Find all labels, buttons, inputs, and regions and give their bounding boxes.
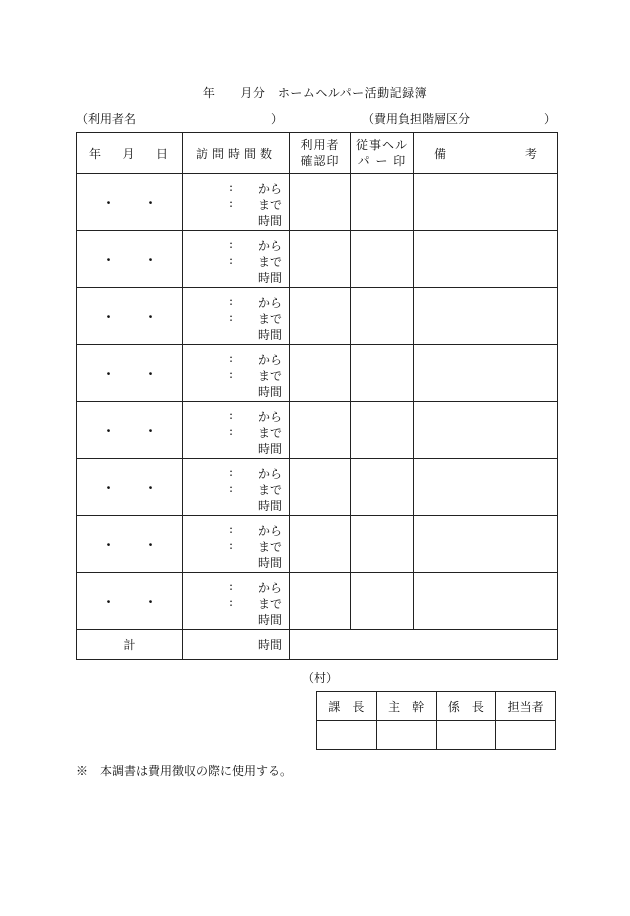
- hours-label: 時間: [257, 214, 282, 228]
- remarks-cell[interactable]: [414, 231, 558, 288]
- start-colon: :: [229, 579, 234, 593]
- table-row: [77, 516, 558, 573]
- until-label: まで: [257, 255, 282, 269]
- from-label: から: [257, 296, 282, 310]
- end-colon: :: [229, 538, 234, 552]
- end-colon: :: [229, 253, 234, 267]
- user-name-label: （利用者名: [76, 112, 137, 126]
- cost-class-close: ）: [544, 112, 557, 126]
- stamp-label-row: [317, 692, 556, 721]
- user-confirm-cell[interactable]: [290, 231, 351, 288]
- cost-class-label: （費用負担階層区分: [362, 112, 471, 126]
- hours-label: 時間: [257, 385, 282, 399]
- remarks-header: [414, 133, 558, 174]
- stamp-box-row: [317, 721, 556, 750]
- total-hours-cell[interactable]: [183, 630, 290, 660]
- end-colon: :: [229, 424, 234, 438]
- chief-clerk-stamp-box[interactable]: [376, 721, 436, 750]
- until-label: まで: [257, 426, 282, 440]
- total-row: [77, 630, 558, 660]
- date-dot: ・: [102, 594, 115, 609]
- until-label: まで: [257, 597, 282, 611]
- helper-stamp-cell[interactable]: [351, 402, 414, 459]
- total-label: 計: [123, 638, 136, 652]
- table-row: [77, 174, 558, 231]
- date-dot: ・: [144, 252, 157, 267]
- user-confirm-cell[interactable]: [290, 345, 351, 402]
- activity-record-table: [76, 132, 558, 660]
- table-row: [77, 459, 558, 516]
- start-colon: :: [229, 294, 234, 308]
- until-label: まで: [257, 483, 282, 497]
- date-dot: ・: [102, 366, 115, 381]
- page-title: 年 月分 ホームヘルパー活動記録簿: [202, 86, 428, 100]
- remarks-cell[interactable]: [414, 573, 558, 630]
- visit-time-header: [183, 133, 290, 174]
- user-confirm-line1: 利用者: [300, 138, 340, 152]
- start-colon: :: [229, 522, 234, 536]
- visit-time-cell[interactable]: [183, 573, 290, 630]
- user-confirm-cell[interactable]: [290, 516, 351, 573]
- section-chief-stamp-box[interactable]: [317, 721, 377, 750]
- date-cell[interactable]: [77, 402, 183, 459]
- until-label: まで: [257, 540, 282, 554]
- user-confirm-cell[interactable]: [290, 288, 351, 345]
- end-colon: :: [229, 481, 234, 495]
- user-confirm-line2: 確認印: [300, 154, 340, 168]
- chief-clerk-label: 主 幹: [376, 692, 436, 721]
- date-cell[interactable]: [77, 573, 183, 630]
- hours-label: 時間: [257, 271, 282, 285]
- date-cell[interactable]: [77, 516, 183, 573]
- visit-time-cell[interactable]: [183, 174, 290, 231]
- date-dot: ・: [102, 423, 115, 438]
- visit-time-cell[interactable]: [183, 402, 290, 459]
- until-label: まで: [257, 312, 282, 326]
- visit-time-cell[interactable]: [183, 231, 290, 288]
- hours-label: 時間: [257, 499, 282, 513]
- visit-time-header-label: 訪問時間数: [195, 146, 276, 161]
- date-dot: ・: [144, 537, 157, 552]
- date-dot: ・: [144, 480, 157, 495]
- end-colon: :: [229, 595, 234, 609]
- user-name-close: ）: [271, 112, 284, 126]
- total-label-cell: [77, 630, 183, 660]
- end-colon: :: [229, 310, 234, 324]
- table-row: [77, 573, 558, 630]
- date-cell[interactable]: [77, 174, 183, 231]
- from-label: から: [257, 524, 282, 538]
- date-dot: ・: [102, 480, 115, 495]
- helper-stamp-cell[interactable]: [351, 516, 414, 573]
- from-label: から: [257, 239, 282, 253]
- from-label: から: [257, 581, 282, 595]
- helper-stamp-cell[interactable]: [351, 288, 414, 345]
- hours-label: 時間: [257, 442, 282, 456]
- total-hours-unit: 時間: [257, 638, 282, 652]
- from-label: から: [257, 182, 282, 196]
- date-dot: ・: [144, 423, 157, 438]
- user-confirm-header: [290, 133, 351, 174]
- table-row: [77, 402, 558, 459]
- year-header: 年: [89, 146, 102, 161]
- remarks-header-2: 考: [524, 146, 537, 161]
- helper-stamp-cell[interactable]: [351, 573, 414, 630]
- start-colon: :: [229, 180, 234, 194]
- until-label: まで: [257, 369, 282, 383]
- subsection-chief-stamp-box[interactable]: [436, 721, 496, 750]
- date-dot: ・: [144, 195, 157, 210]
- date-cell[interactable]: [77, 345, 183, 402]
- village-label: （村）: [302, 671, 339, 685]
- helper-stamp-cell[interactable]: [351, 459, 414, 516]
- user-confirm-cell[interactable]: [290, 174, 351, 231]
- start-colon: :: [229, 465, 234, 479]
- helper-stamp-header: [351, 133, 414, 174]
- helper-stamp-cell[interactable]: [351, 231, 414, 288]
- visit-time-cell[interactable]: [183, 459, 290, 516]
- date-dot: ・: [144, 309, 157, 324]
- start-colon: :: [229, 237, 234, 251]
- table-row: [77, 231, 558, 288]
- visit-time-cell[interactable]: [183, 516, 290, 573]
- remarks-cell[interactable]: [414, 174, 558, 231]
- remarks-cell[interactable]: [414, 288, 558, 345]
- visit-time-cell[interactable]: [183, 288, 290, 345]
- user-confirm-cell[interactable]: [290, 402, 351, 459]
- date-cell[interactable]: [77, 231, 183, 288]
- from-label: から: [257, 467, 282, 481]
- user-confirm-cell[interactable]: [290, 573, 351, 630]
- section-chief-label: 課 長: [317, 692, 377, 721]
- hours-label: 時間: [257, 328, 282, 342]
- end-colon: :: [229, 196, 234, 210]
- start-colon: :: [229, 351, 234, 365]
- hours-label: 時間: [257, 613, 282, 627]
- date-dot: ・: [102, 537, 115, 552]
- visit-time-cell[interactable]: [183, 345, 290, 402]
- until-label: まで: [257, 198, 282, 212]
- day-header: 日: [155, 146, 168, 161]
- start-colon: :: [229, 408, 234, 422]
- table-header-row: [77, 133, 558, 174]
- month-header: 月: [122, 146, 135, 161]
- user-confirm-cell[interactable]: [290, 459, 351, 516]
- date-cell[interactable]: [77, 459, 183, 516]
- remarks-cell[interactable]: [414, 345, 558, 402]
- date-dot: ・: [144, 366, 157, 381]
- table-row: [77, 345, 558, 402]
- table-row: [77, 288, 558, 345]
- date-dot: ・: [102, 252, 115, 267]
- subsection-chief-label: 係 長: [436, 692, 496, 721]
- remarks-header-1: 備: [434, 146, 447, 161]
- date-column-header: [77, 133, 183, 174]
- end-colon: :: [229, 367, 234, 381]
- date-dot: ・: [102, 309, 115, 324]
- remarks-cell[interactable]: [414, 516, 558, 573]
- footnote: ※ 本調書は費用徴収の際に使用する。: [76, 764, 293, 778]
- person-in-charge-stamp-box[interactable]: [496, 721, 556, 750]
- from-label: から: [257, 353, 282, 367]
- from-label: から: [257, 410, 282, 424]
- hours-label: 時間: [257, 556, 282, 570]
- date-dot: ・: [144, 594, 157, 609]
- helper-stamp-line2: パ ー 印: [357, 154, 407, 168]
- helper-stamp-line1: 従事ヘル: [355, 138, 408, 152]
- approval-stamp-table: [316, 691, 556, 750]
- remarks-cell[interactable]: [414, 402, 558, 459]
- total-blank-cell[interactable]: [290, 630, 558, 660]
- date-cell[interactable]: [77, 288, 183, 345]
- helper-stamp-cell[interactable]: [351, 174, 414, 231]
- helper-stamp-cell[interactable]: [351, 345, 414, 402]
- date-dot: ・: [102, 195, 115, 210]
- person-in-charge-label: 担当者: [496, 692, 556, 721]
- remarks-cell[interactable]: [414, 459, 558, 516]
